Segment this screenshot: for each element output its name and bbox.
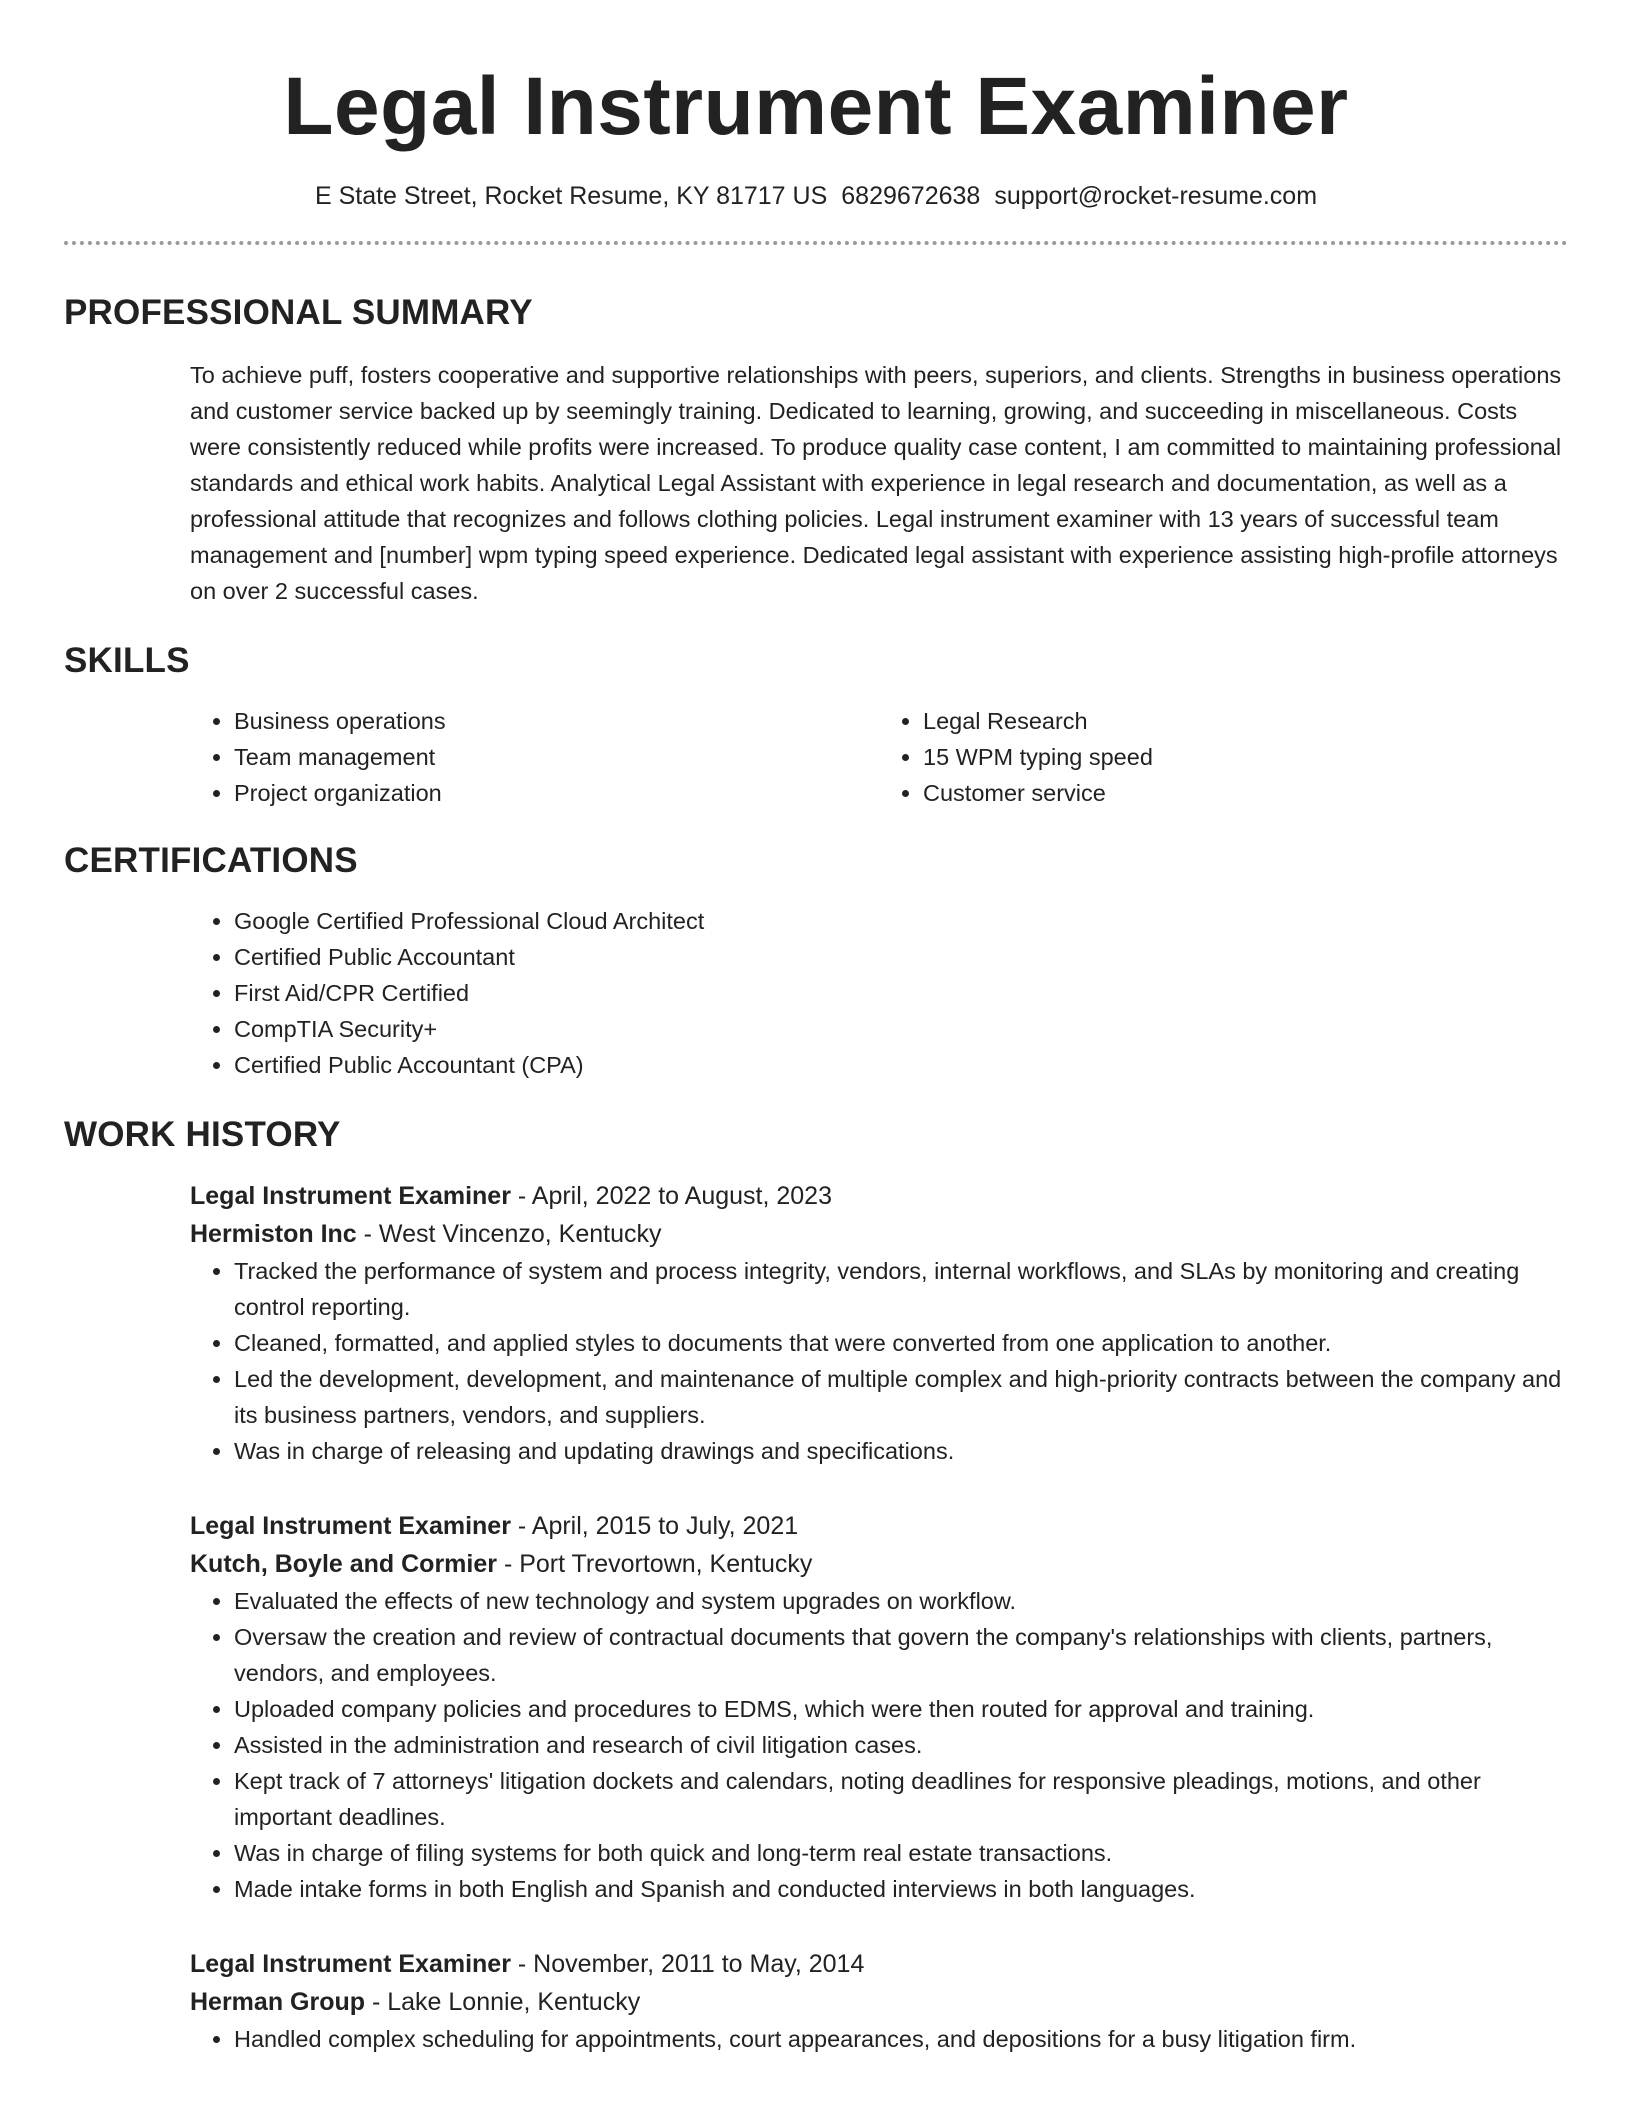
- job-role: Legal Instrument Examiner: [190, 1182, 511, 1210]
- contact-email: support@rocket-resume.com: [994, 182, 1318, 210]
- work-history-heading: WORK HISTORY: [64, 1115, 341, 1154]
- job-title-line: [190, 1177, 1568, 1215]
- job-bullet: • Cleaned, formatted, and applied styles to documents that were converted from one application to another.: [234, 1325, 1568, 1361]
- certification-item: • Google Certified Professional Cloud Architect: [234, 903, 1568, 939]
- job-bullet: • Uploaded company policies and procedures to EDMS, which were then routed for approval and training.: [234, 1691, 1568, 1727]
- job-bullet: • Evaluated the effects of new technology and system upgrades on workflow.: [234, 1583, 1568, 1619]
- contact-line: [64, 182, 1568, 211]
- job-bullets: [190, 1583, 1568, 1907]
- job-company: Herman Group: [190, 1988, 366, 2016]
- job-entry: [190, 1177, 1568, 1469]
- certifications-block: [190, 903, 1568, 1083]
- job-dates: - April, 2015 to July, 2021: [510, 1512, 799, 1540]
- job-role: Legal Instrument Examiner: [190, 1512, 511, 1540]
- certifications-heading: CERTIFICATIONS: [64, 841, 358, 880]
- skill-item: • Project organization: [234, 775, 879, 811]
- resume-name: Legal Instrument Examiner: [283, 61, 1349, 152]
- skill-item: • 15 WPM typing speed: [923, 739, 1568, 775]
- job-company-line: [190, 1983, 1568, 2021]
- skill-item: • Customer service: [923, 775, 1568, 811]
- skill-item: • Legal Research: [923, 703, 1568, 739]
- job-company: Hermiston Inc: [190, 1220, 357, 1248]
- certification-item: • First Aid/CPR Certified: [234, 975, 1568, 1011]
- job-bullet: • Made intake forms in both English and Spanish and conducted interviews in both languages.: [234, 1871, 1568, 1907]
- summary-text: To achieve puff, fosters cooperative and supportive relationships with peers, superiors, and clients. Strengths in business operations and customer service backed up by seemingly training. Dedicated to learning, growing, and succeeding in miscellaneous. Costs were consistently reduced while profits were increased. To produce quality case content, I am committed to maintaining professional standards and ethical work habits. Analytical Legal Assistant with experience in legal research and documentation, as well as a professional attitude that recognizes and follows clothing policies. Legal instrument examiner with 13 years of successful team management and [number] wpm typing speed experience. Dedicated legal assistant with experience assisting high-profile attorneys on over 2 successful cases.: [190, 362, 1562, 604]
- job-bullet: • Tracked the performance of system and process integrity, vendors, internal workflows, and SLAs by monitoring and creating control reporting.: [234, 1253, 1568, 1325]
- skills-list-right: [879, 703, 1568, 811]
- skills-grid: [190, 703, 1568, 811]
- skill-item: • Team management: [234, 739, 879, 775]
- job-company: Kutch, Boyle and Cormier: [190, 1550, 497, 1578]
- certification-item: • CompTIA Security+: [234, 1011, 1568, 1047]
- certification-item: • Certified Public Accountant: [234, 939, 1568, 975]
- job-company-line: [190, 1215, 1568, 1253]
- job-company-line: [190, 1545, 1568, 1583]
- certifications-list: [190, 903, 1568, 1083]
- header-divider: [64, 241, 1568, 245]
- skills-list-left: [190, 703, 879, 811]
- job-dates: - April, 2022 to August, 2023: [510, 1182, 832, 1210]
- job-location: - West Vincenzo, Kentucky: [356, 1220, 662, 1248]
- job-title-line: [190, 1945, 1568, 1983]
- job-title-line: [190, 1507, 1568, 1545]
- job-bullet: • Oversaw the creation and review of contractual documents that govern the company's relationships with clients, partners, vendors, and employees.: [234, 1619, 1568, 1691]
- skills-heading: SKILLS: [64, 641, 190, 680]
- job-bullets: [190, 1253, 1568, 1469]
- job-location: - Port Trevortown, Kentucky: [497, 1550, 813, 1578]
- job-bullet: • Kept track of 7 attorneys' litigation dockets and calendars, noting deadlines for responsive pleadings, motions, and other important deadlines.: [234, 1763, 1568, 1835]
- job-bullet: • Assisted in the administration and research of civil litigation cases.: [234, 1727, 1568, 1763]
- contact-phone: 6829672638: [841, 182, 981, 210]
- contact-address: E State Street, Rocket Resume, KY 81717 US: [314, 182, 828, 210]
- job-role: Legal Instrument Examiner: [190, 1950, 511, 1978]
- skill-item: • Business operations: [234, 703, 879, 739]
- job-entry: [190, 1507, 1568, 1907]
- job-bullet: • Was in charge of releasing and updating drawings and specifications.: [234, 1433, 1568, 1469]
- job-bullet: • Led the development, development, and maintenance of multiple complex and high-priority contracts between the company and its business partners, vendors, and suppliers.: [234, 1361, 1568, 1433]
- summary-heading: PROFESSIONAL SUMMARY: [64, 293, 533, 332]
- certification-item: • Certified Public Accountant (CPA): [234, 1047, 1568, 1083]
- job-bullets: [190, 2021, 1568, 2057]
- job-bullet: • Was in charge of filing systems for both quick and long-term real estate transactions.: [234, 1835, 1568, 1871]
- job-location: - Lake Lonnie, Kentucky: [365, 1988, 641, 2016]
- job-dates: - November, 2011 to May, 2014: [510, 1950, 865, 1978]
- job-entry: [190, 1945, 1568, 2057]
- job-bullet: • Handled complex scheduling for appointments, court appearances, and depositions for a busy litigation firm.: [234, 2021, 1568, 2057]
